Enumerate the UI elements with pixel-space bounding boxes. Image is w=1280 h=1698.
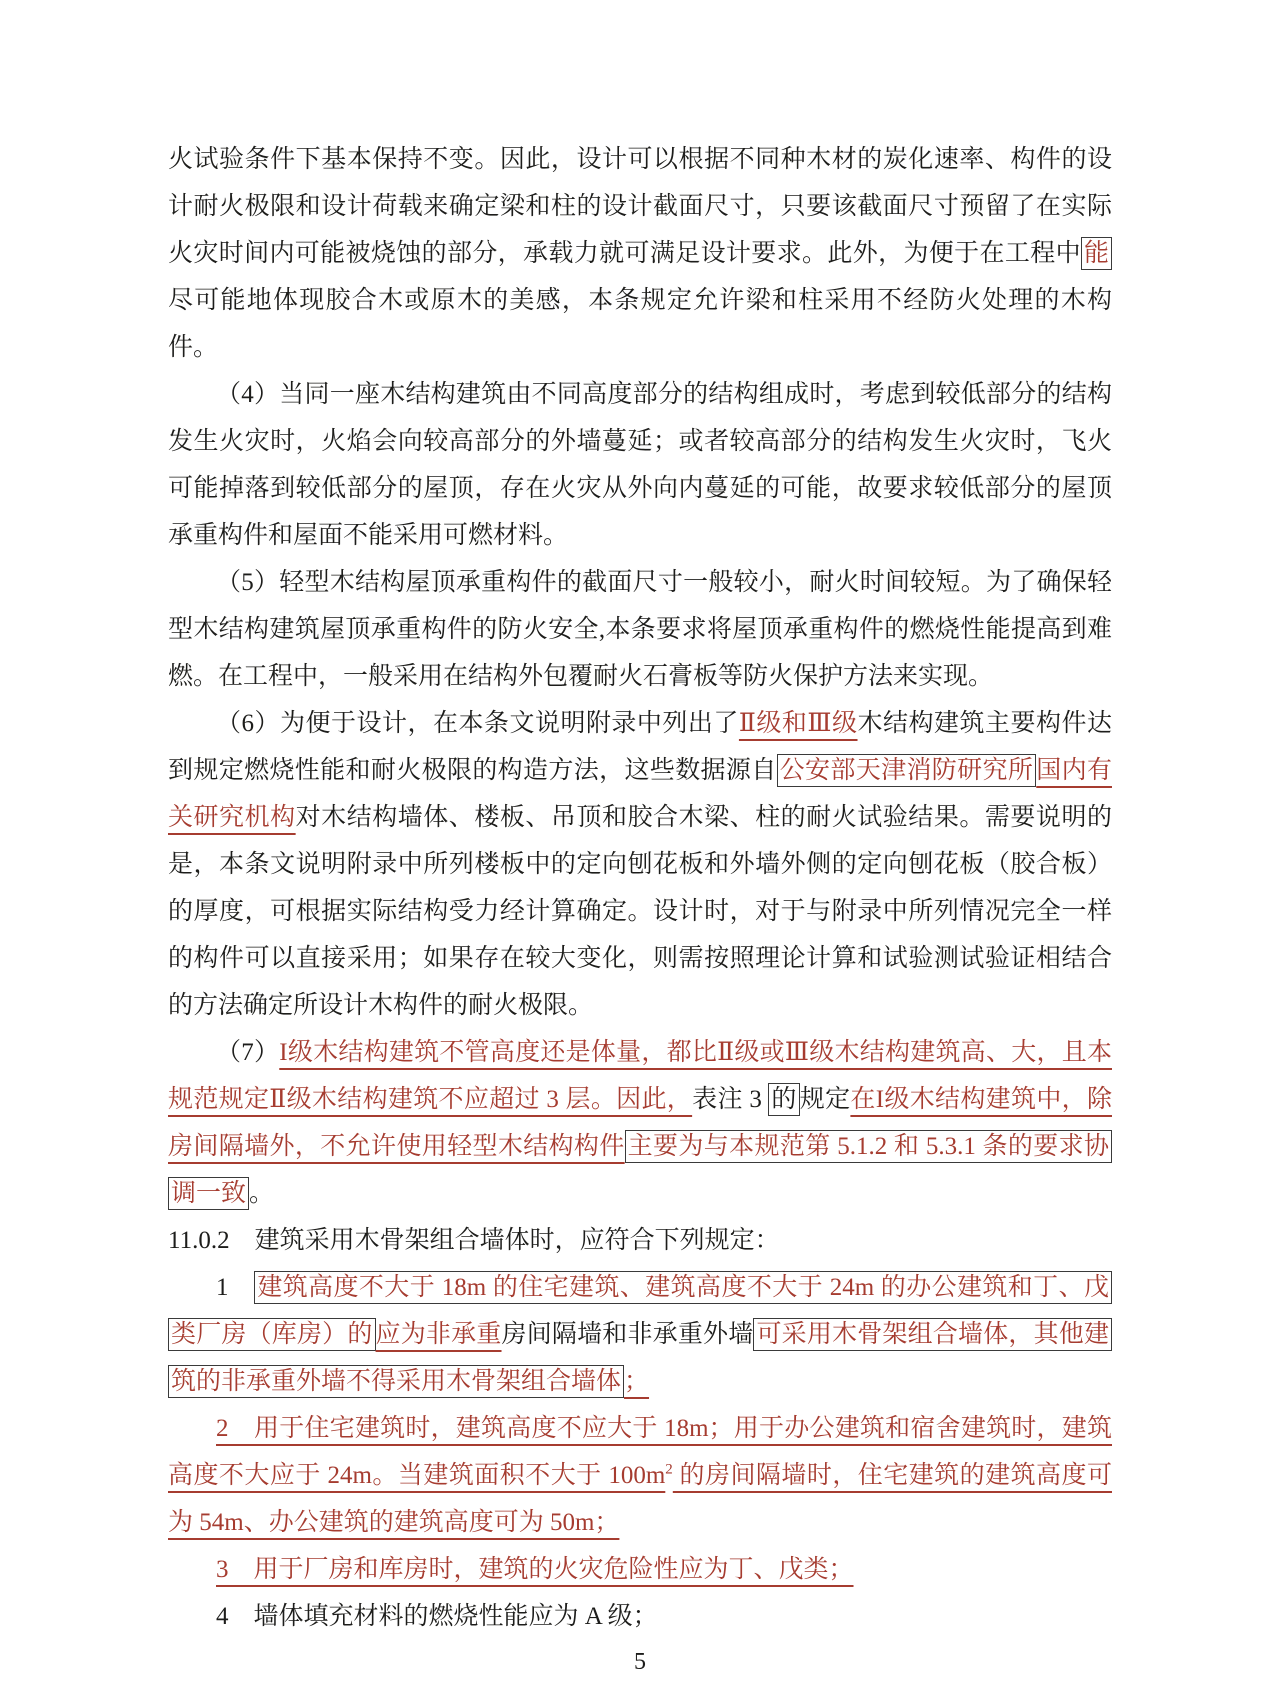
inserted-text: 在I级木结构建筑中，除房间隔墙外，不允许使用轻型木结构构件 — [168, 1086, 1112, 1160]
text-run: 。 — [249, 1180, 275, 1207]
inserted-text: 国内有关研究机构 — [168, 757, 1112, 831]
text-run: 火试验条件下基本保持不变。因此，设计可以根据不同种木材的炭化速率、构件的设计耐火极限和设计荷载来确定梁和柱的设计截面尺寸，只要该截面尺寸预留了在实际火灾时间内可能被烧蚀的部分，承载力就可满足设计要求。此外，为便于在工程中 — [168, 146, 1112, 267]
text-run: 规定 — [799, 1086, 851, 1113]
text-run: （4）当同一座木结构建筑由不同高度部分的结构组成时，考虑到较低部分的结构发生火灾时，火焰会向较高部分的外墙蔓延；或者较高部分的结构发生火灾时，飞火可能掉落到较低部分的屋顶，存在火灾从外向内蔓延的可能，故要求较低部分的屋顶承重构件和屋面不能采用可燃材料。 — [168, 381, 1112, 549]
inserted-text: 2 用于住宅建筑时，建筑高度不应大于 18m；用于办公建筑和宿舍建筑时，建筑高度不大应于 24m。当建筑面积不大于 100m — [168, 1415, 1112, 1489]
text-run: （7） — [216, 1039, 280, 1066]
inserted-text: 应为非承重 — [375, 1321, 502, 1348]
text-run: 1 — [216, 1274, 255, 1301]
paragraph-item-7 — [168, 1029, 1112, 1217]
paragraph-clause-item-3 — [168, 1546, 1112, 1593]
text-run: 尽可能地体现胶合木或原木的美感，本条规定允许梁和柱采用不经防火处理的木构件。 — [168, 287, 1112, 361]
page-number: 5 — [634, 1649, 646, 1675]
paragraph-clause-item-4 — [168, 1593, 1112, 1640]
paragraph-item-4 — [168, 371, 1112, 559]
deleted-text-boxed: 建筑高度不大于 18m 的住宅建筑、建筑高度不大于 24m 的办公建筑和丁、戊类厂房（库房）的 — [168, 1271, 1112, 1351]
text-run: 11.0.2 建筑采用木骨架组合墙体时，应符合下列规定： — [168, 1227, 780, 1254]
text-run: （5）轻型木结构屋顶承重构件的截面尺寸一般较小，耐火时间较短。为了确保轻型木结构建筑屋顶承重构件的防火安全,本条要求将屋顶承重构件的燃烧性能提高到难燃。在工程中，一般采用在结构外包覆耐火石膏板等防火保护方法来实现。 — [168, 569, 1112, 690]
text-run: 房间隔墙和非承重外墙 — [501, 1321, 754, 1348]
inserted-text: I级木结构建筑不管高度还是体量，都比Ⅱ级或Ⅲ级木结构建筑高、大，且本规范规定Ⅱ级木结构建筑不应超过 3 层。因此， — [168, 1039, 1112, 1113]
inserted-text: 的房间隔墙时，住宅建筑的建筑高度可为 54m、办公建筑的建筑高度可为 50m； — [168, 1462, 1112, 1536]
deleted-text-boxed: 可采用木骨架组合墙体，其他建筑的非承重外墙不得采用木骨架组合墙体 — [168, 1318, 1112, 1398]
deleted-text-boxed: 能 — [1081, 237, 1112, 270]
paragraph-clause-item-2 — [168, 1405, 1112, 1546]
inserted-text: 3 用于厂房和库房时，建筑的火灾危险性应为丁、戊类； — [216, 1556, 854, 1583]
text-run: 木结构建筑主要构件达到规定燃烧性能和耐火极限的构造方法，这些数据源自 — [168, 710, 1112, 784]
deleted-text-boxed: 的 — [768, 1083, 799, 1116]
text-run: 对木结构墙体、楼板、吊顶和胶合木梁、柱的耐火试验结果。需要说明的是，本条文说明附录中所列楼板中的定向刨花板和外墙外侧的定向刨花板（胶合板）的厚度，可根据实际结构受力经计算确定。设计时，对于与附录中所列情况完全一样的构件可以直接采用；如果存在较大变化，则需按照理论计算和试验测试验证相结合的方法确定所设计木构件的耐火极限。 — [168, 804, 1112, 1019]
text-run: 表注 3 — [692, 1086, 769, 1113]
paragraph-item-5 — [168, 559, 1112, 700]
paragraph-clause-11-0-2 — [168, 1217, 1112, 1264]
deleted-text-boxed: 主要为与本规范第 5.1.2 和 5.3.1 条的要求协调一致 — [168, 1130, 1112, 1210]
text-run: 4 墙体填充材料的燃烧性能应为 A 级； — [216, 1603, 658, 1630]
inserted-text: Ⅱ级和Ⅲ级 — [738, 710, 858, 737]
paragraph-clause-item-1 — [168, 1264, 1112, 1405]
paragraph-fire-test-continuation — [168, 136, 1112, 371]
paragraph-item-6 — [168, 700, 1112, 1029]
text-run: （6）为便于设计，在本条文说明附录中列出了 — [216, 710, 739, 737]
inserted-text: ； — [624, 1368, 650, 1395]
inserted-superscript: 2 — [665, 1461, 673, 1478]
deleted-text-boxed: 公安部天津消防研究所 — [777, 754, 1037, 787]
